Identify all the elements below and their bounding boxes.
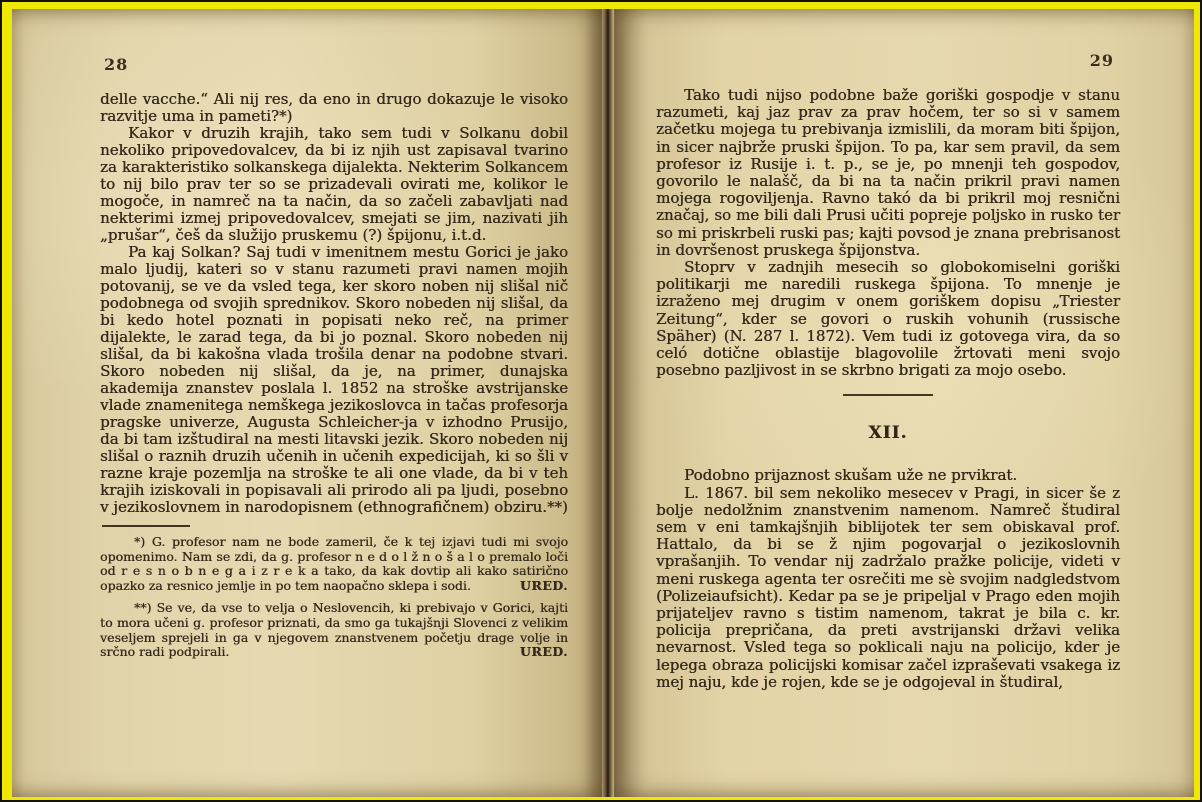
footnote-text: **) Se ve, da vse to velja o Neslovencih, ki prebivajo v Gorici, kajti to mora učeni g. profesor priznati, da smo ga tukajšnji Slovenci z velikim veseljem sprejeli in ga v njegovem znanstvenem početju drage volje in srčno radi podpirali. xyxy=(100,600,568,660)
paragraph: Podobno prijaznost skušam uže ne prvikrat. xyxy=(684,466,1018,485)
right-page-text xyxy=(656,87,1120,691)
footnote-text: *) G. profesor nam ne bode zameril, če k tej izjavi tudi mi svojo opomenimo. Nam se zdi, da g. profesor n e d o l ž n o š a l o premalo loči od r e s n o b n e g a i z r e k a tako, da kak dovtip ali kako satirično opazko za resnico jemlje in po tem naopačno sklepa i sodi. xyxy=(100,534,568,593)
paragraph: Pa kaj Solkan? Saj tudi v imenitnem mestu Gorici je jako malo ljudij, kateri so v stanu razumeti pravi namen mojih potovanij, se ve da vsled tega, ker skoro noben nij slišal nič podobnega od svojih sprednikov. Skoro nobeden nij slišal, da bi kedo hotel poznati in popisati neko reč, na primer dijalekte, le zarad tega, da bi jo poznal. Skoro nobeden nij slišal, da bi kakošna vlada trošila denar na podobne stvari. Skoro nobeden nij slišal, da je, na primer, dunajska akademija znanstev poslala l. 1852 na stroške avstrijanske vlade znamenitega nemškega jezikoslovca in tačas profesorja pragske univerze, Augusta Schleicher-ja v izhodno Prusijo, da bi tam izštudiral na mesti litavski jezik. Skoro nobeden nij slišal o raznih druzih učenih in učenih expedicijah, ki so šli v razne kraje pozemlja na stroške te ali one vlade, da bi v teh krajih iziskovali in popisavali ali prirodo ali pa ljudi, posebno v jezikoslovnem in narodopisnem (ethnografičnem) obziru.**) xyxy=(100,243,568,516)
footnotes xyxy=(100,535,568,660)
right-page xyxy=(614,9,1194,797)
paragraph: L. 1867. bil sem nekoliko mesecev v Pragi, in sicer še z bolje nedolžnim znanstvenim namenom. Namreč študiral sem v eni tamkajšnjih biblijotek ter sem obiskaval prof. Hattalo, da bi se ž njim pogovarjal o jezikoslovnih vprašanjih. To vendar nij zadržalo pražke policije, videti v meni ruskega agenta ter osrečiti me sè svojim nadgledstvom (Polizeiaufsicht). Kedar pa se je pripeljal v Prago eden mojih prijateljev ravno s tistim namenom, takrat je bila c. kr. policija prepričana, da preti avstrijanski državi velika nevarnost. Vsled tega so poklicali naju na policijo, kder je lepega obraza policijski komisar začel izpraševati vsakega iz mej naju, kde je rojen, kde se je odgojeval in študiral, xyxy=(656,483,1120,691)
paragraph: Kakor v druzih krajih, tako sem tudi v Solkanu dobil nekoliko pripovedovalcev, da bi iz njih ust zapisaval tvarino za karakteristiko solkanskega dijalekta. Nekterim Solkancem to nij bilo prav ter so se prizadevali ovirati me, kolikor le mogoče, in namreč na ta način, da so začeli zabavljati nad nekterimi izmej pripovedovalcev, smejati se jim, nazivati jih „prušar“, češ da služijo pruskemu (?) špijonu, i.t.d. xyxy=(100,124,568,244)
section-heading: XII. xyxy=(868,423,908,444)
paragraph: Tako tudi nijso podobne baže goriški gospodje v stanu razumeti, kaj jaz prav za prav hočem, ter so si v samem začetku mojega tu prebivanja izmislili, da moram biti špijon, in sicer najbrže pruski špijon. To pa, kar sem pravil, da sem profesor iz Rusije i. t. p., se je, po mnenji teh gospodov, govorilo le nalašč, da bi na ta način prikril pravi namen mojega rogoviljenja. Ravno takó da bi prikril moj resnični značaj, so me bili dali Prusi učiti popreje poljsko in rusko ter so mi priskrbeli ruski pas; kajti povsod je znana prebrisanost in dovršenost pruskega špijonstva. xyxy=(656,86,1120,259)
paragraph: delle vacche.“ Ali nij res, da eno in drugo dokazuje le visoko razvitje uma in pameti?*) xyxy=(100,90,568,125)
right-page-body xyxy=(656,87,1120,379)
footnote xyxy=(100,535,568,593)
book-gutter xyxy=(602,9,614,797)
left-page-text xyxy=(100,91,568,668)
section-divider-rule xyxy=(843,394,933,396)
footnote-signature: URED. xyxy=(519,577,568,593)
section-body xyxy=(656,467,1120,691)
page-number-left: 28 xyxy=(104,55,129,74)
left-page-body xyxy=(100,91,568,516)
footnote-signature: URED. xyxy=(519,644,568,660)
paragraph: Stoprv v zadnjih mesecih so globokomiselni goriški politikarji me naredili ruskega špijona. To mnenje je izraženo mej drugim v onem goriškem dopisu „Triester Zeitung“, kder se govori o ruskih vohunih (russische Späher) (N. 287 l. 1872). Vem tudi iz gotovega vira, da so celó dotične oblastije blagovolile žrtovati meni svojo posebno pazljivost in se skrbno brigati za mojo osebo. xyxy=(656,258,1120,380)
footnote xyxy=(100,601,568,659)
footnote-separator-rule xyxy=(102,525,190,527)
page-number-right: 29 xyxy=(1089,51,1114,70)
left-page xyxy=(12,9,602,797)
